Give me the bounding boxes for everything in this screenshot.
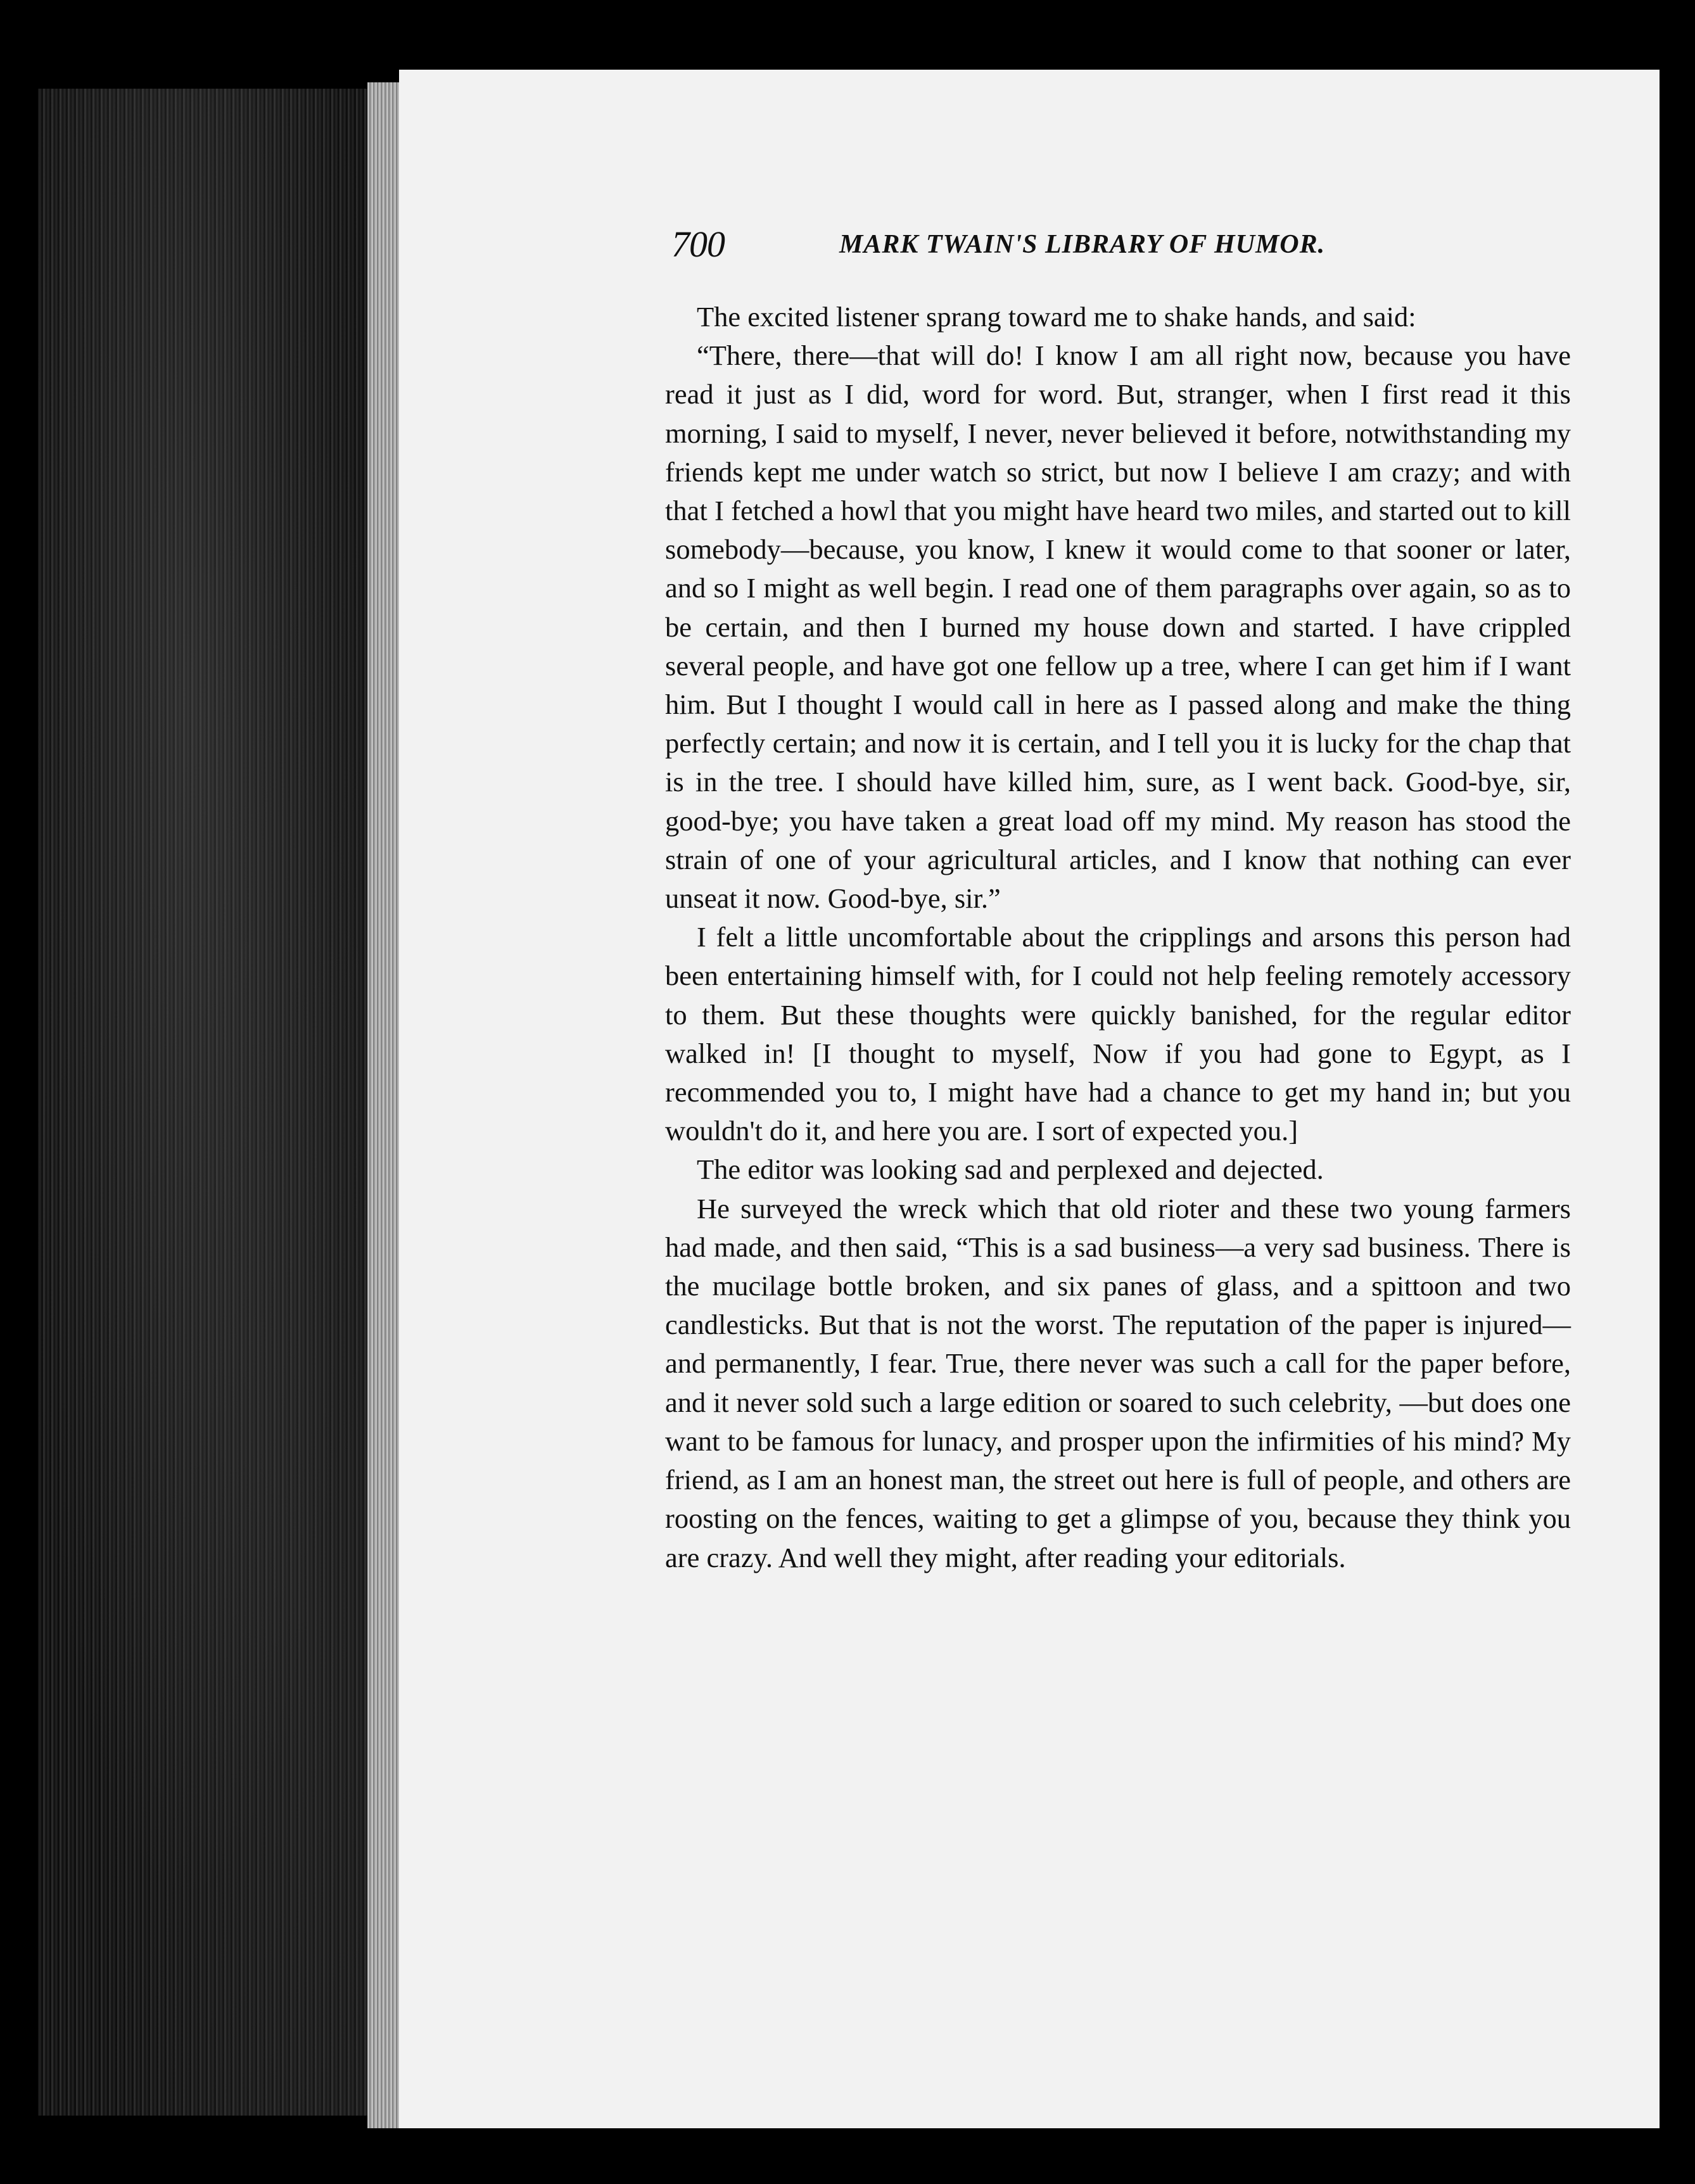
paragraph: The editor was looking sad and perplexed and dejected. [697, 1153, 1324, 1186]
book-spine [38, 89, 412, 2116]
paragraph: He surveyed the wreck which that old rioter and these two young farmers had made, and then said, “This is a sad business—a very sad business. There is the mucilage bottle broken, and six panes of glass, and a spittoon and two candlesticks. But that is not the worst. The reputation of the paper is injured—and permanently, I fear. True, there never was such a call for the paper before, and it never sold such a large edition or soared to such celebrity, —but does one want to be famous for lunacy, and prosper upon the infirmities of his mind? My friend, as I am an honest man, the street out here is full of people, and others are roosting on the fences, waiting to get a glimpse of you, because they think you are crazy. And well they might, after reading your editorials. [665, 1192, 1571, 1573]
page-header [671, 223, 1571, 267]
paragraph: “There, there—that will do! I know I am all right now, because you have read it just as I did, word for word. But, stranger, when I first read it this morning, I said to myself, I never, never believed it before, notwithstanding my friends kept me under watch so strict, but now I believe I am crazy; and with that I fetched a howl that you might have heard two miles, and started out to kill somebody—because, you know, I knew it would come to that sooner or later, and so I might as well begin. I read one of them paragraphs over again, so as to be certain, and then I burned my house down and started. I have crippled several people, and have got one fellow up a tree, where I can get him if I want him. But I thought I would call in here as I passed along and make the thing perfectly certain; and now it is certain, and I tell you it is lucky for the chap that is in the tree. I should have killed him, sure, as I went back. Good-bye, sir, good-bye; you have taken a great load off my mind. My reason has stood the strain of one of your agricultural articles, and I know that nothing can ever unseat it now. Good-bye, sir.” [665, 340, 1571, 915]
running-title: MARK TWAIN'S LIBRARY OF HUMOR. [839, 230, 1326, 259]
page-number: 700 [671, 224, 725, 265]
paragraph: I felt a little uncomfortable about the cripplings and arsons this person had been entertaining himself with, for I could not help feeling remotely accessory to them. But these thoughts were quickly banished, for the regular editor walked in! [I thought to myself, Now if you had gone to Egypt, as I recommended you to, I might have had a chance to get my hand in; but you wouldn't do it, and here you are. I sort of expected you.] [665, 921, 1571, 1147]
body-text [665, 298, 1571, 1577]
paragraph: The excited listener sprang toward me to shake hands, and said: [697, 301, 1416, 333]
